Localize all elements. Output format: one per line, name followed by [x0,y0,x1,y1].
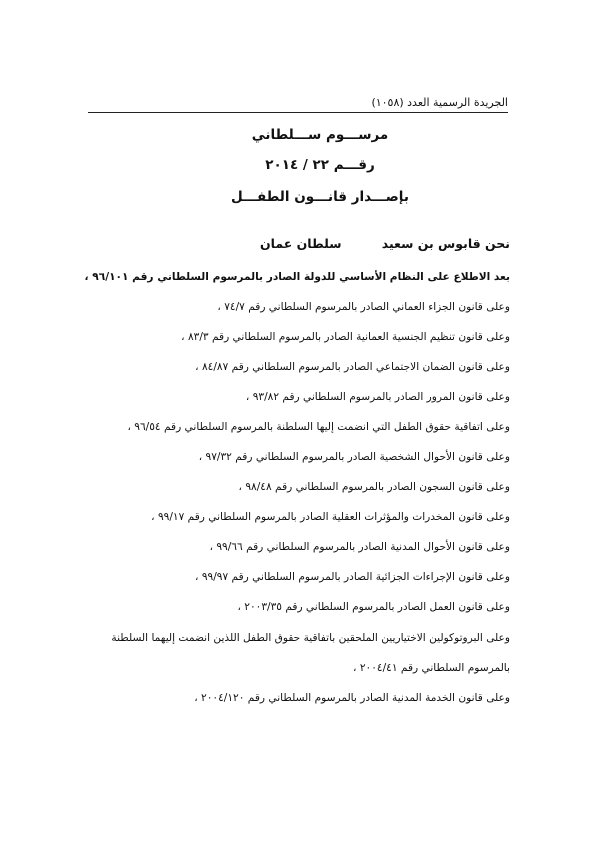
preamble-item: وعلى قانون العمل الصادر بالمرسوم السلطاني رقم ٢٠٠٣/٣٥ ، [237,601,510,613]
preamble-item: وعلى البروتوكولين الاختياريين الملحقين باتفاقية حقوق الطفل اللذين انضمت إليهما السلطنة بالمرسوم السلطاني رقم ٢٠٠٤/٤١ ، [111,632,510,674]
preamble-item: وعلى قانون الأحوال الشخصية الصادر بالمرسوم السلطاني رقم ٩٧/٣٢ ، [198,451,510,463]
preamble-item: وعلى قانون المرور الصادر بالمرسوم السلطاني رقم ٩٣/٨٢ ، [245,391,510,403]
preamble-item: وعلى قانون المخدرات والمؤثرات العقلية الصادر بالمرسوم السلطاني رقم ٩٩/١٧ ، [151,511,510,523]
gazette-header: الجريدة الرسمية العدد (١٠٥٨) [88,96,508,113]
preamble-item: بعد الاطلاع على النظام الأساسي للدولة الصادر بالمرسوم السلطاني رقم ٩٦/١٠١ ، [84,271,510,283]
signatory-line [260,236,510,251]
signatory-name: نحن قابوس بن سعيد [381,236,510,251]
preamble-item: وعلى قانون الأحوال المدنية الصادر بالمرسوم السلطاني رقم ٩٩/٦٦ ، [209,541,510,553]
preamble-item: وعلى قانون الجزاء العماني الصادر بالمرسوم السلطاني رقم ٧٤/٧ ، [217,301,510,313]
preamble-item: وعلى قانون الضمان الاجتماعي الصادر بالمرسوم السلطاني رقم ٨٤/٨٧ ، [195,361,510,373]
preamble-item: وعلى اتفاقية حقوق الطفل التي انضمت إليها السلطنة بالمرسوم السلطاني رقم ٩٦/٥٤ ، [127,421,510,433]
decree-title-block [0,126,600,206]
preamble-item: وعلى قانون السجون الصادر بالمرسوم السلطاني رقم ٩٨/٤٨ ، [238,481,510,493]
preamble-item: وعلى قانون تنظيم الجنسية العمانية الصادر بالمرسوم السلطاني رقم ٨٣/٣ ، [181,331,510,343]
signatory-title: سلطان عمان [260,236,342,251]
decree-type: مرســـوم ســـلطاني [251,127,389,143]
decree-subject: بإصـــدار قانـــون الطفـــل [231,189,409,205]
decree-number: رقـــم ٢٢ / ٢٠١٤ [265,157,375,173]
preamble-item: وعلى قانون الخدمة المدنية الصادر بالمرسوم السلطاني رقم ٢٠٠٤/١٢٠ ، [194,692,510,704]
preamble-item: وعلى قانون الإجراءات الجزائية الصادر بالمرسوم السلطاني رقم ٩٩/٩٧ ، [195,571,510,583]
preamble-list [70,270,510,721]
